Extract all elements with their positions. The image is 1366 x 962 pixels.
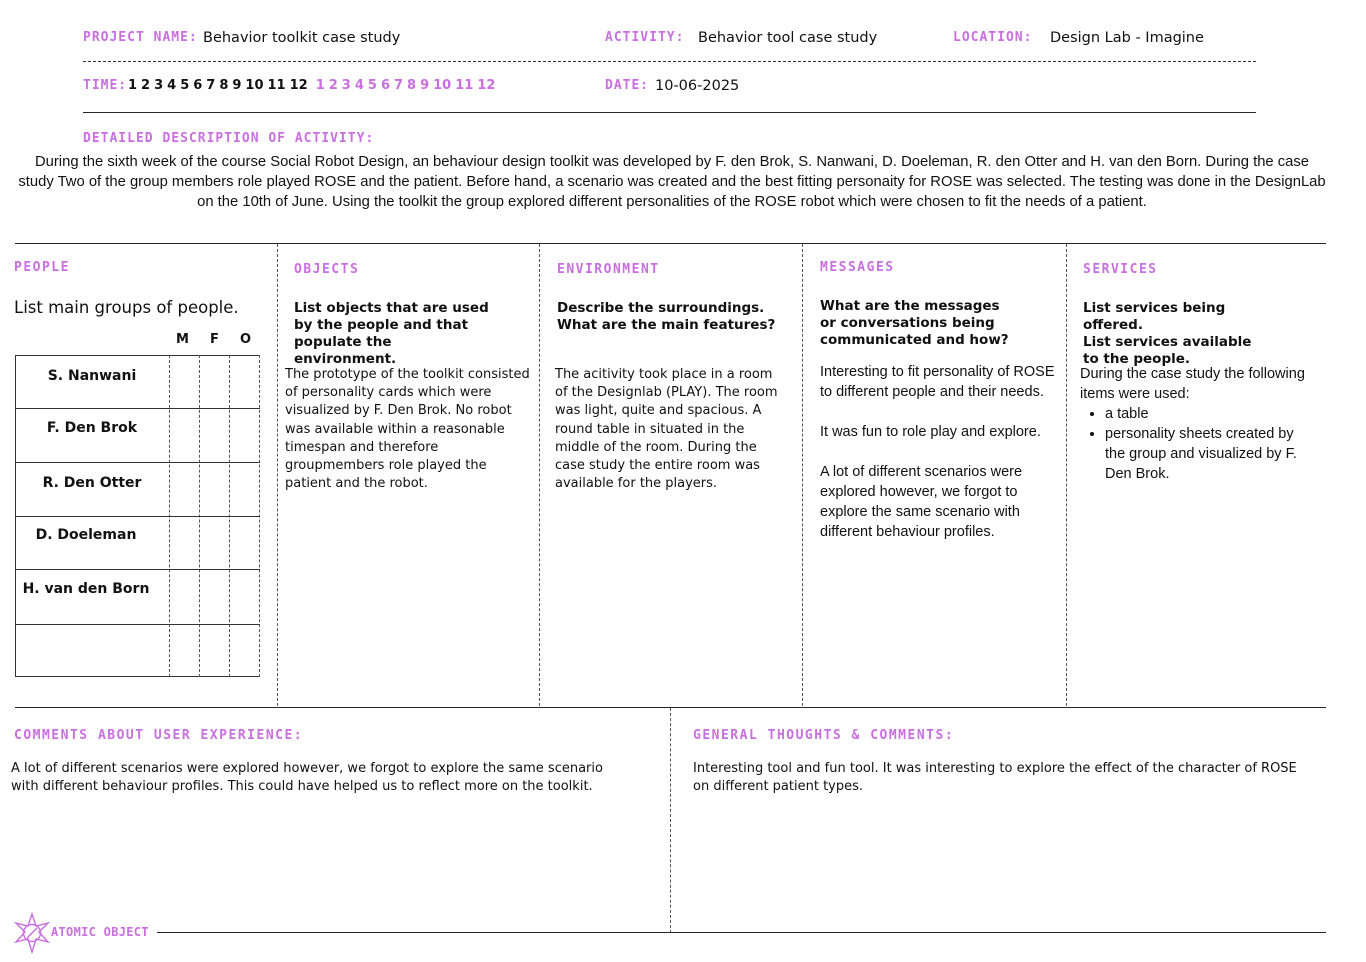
project-name-value: Behavior toolkit case study [203, 30, 401, 46]
time-number: 6 [380, 78, 390, 93]
activity-label: ACTIVITY: [605, 30, 685, 45]
list-item: • personality sheets created by the group and visualized by F. Den Brok. [1105, 424, 1305, 484]
objects-title: OBJECTS [294, 262, 360, 277]
environment-prompt: Describe the surroundings. What are the main features? [557, 300, 776, 333]
person-name: H. van den Born [22, 581, 150, 597]
list-item: • a table [1105, 404, 1305, 424]
table-row [15, 409, 260, 463]
people-title: PEOPLE [14, 260, 70, 275]
messages-title: MESSAGES [820, 260, 895, 275]
people-col-o: O [240, 332, 252, 347]
table-row [15, 355, 260, 409]
time-number: 4 [354, 78, 364, 93]
messages-paragraph: Interesting to fit personality of ROSE to different people and their needs. [820, 364, 1055, 400]
messages-prompt: What are the messages or conversations being communicated and how? [820, 298, 1009, 348]
grid-top-rule [15, 243, 1326, 244]
person-name: D. Doeleman [35, 527, 137, 543]
description-label: DETAILED DESCRIPTION OF ACTIVITY: [83, 131, 375, 146]
general-comments-title: GENERAL THOUGHTS & COMMENTS: [693, 728, 955, 743]
date-label: DATE: [605, 78, 650, 93]
ux-comments-body: A lot of different scenarios were explored however, we forgot to explore the same scenario with different behaviour profiles. This could have helped us to reflect more on the toolkit. [11, 761, 603, 795]
time-number: 8 [219, 78, 229, 93]
time-number: 10 [245, 78, 264, 93]
people-prompt: List main groups of people. [14, 298, 239, 317]
services-prompt-line: List services being offered. [1083, 300, 1226, 333]
time-number: 1 [128, 78, 138, 93]
table-row [15, 517, 260, 570]
table-row [15, 625, 260, 677]
time-number: 9 [232, 78, 242, 93]
ux-comments-title: COMMENTS ABOUT USER EXPERIENCE: [14, 728, 304, 743]
table-row [15, 570, 260, 625]
table-row [15, 463, 260, 517]
atomic-object-logo-icon [13, 912, 51, 954]
messages-paragraph: It was fun to role play and explore. [820, 424, 1041, 440]
services-prompt [1083, 300, 1283, 368]
location-value: Design Lab - Imagine [1050, 30, 1204, 46]
time-number: 8 [407, 78, 417, 93]
time-number: 7 [206, 78, 216, 93]
time-number: 3 [154, 78, 164, 93]
time-number: 5 [367, 78, 377, 93]
time-number: 10 [433, 78, 452, 93]
comments-divider [670, 708, 671, 933]
person-name: F. Den Brok [46, 420, 138, 436]
time-number: 7 [393, 78, 404, 93]
description-text: During the sixth week of the course Social Robot Design, an behaviour design toolkit was developed by F. den Brok, S. Nanwani, D. Doeleman, R. den Otter and H. van den Born. During the case study Two of the group members role played ROSE and the patient. Before hand, a scenario was created and the best fitting personaity for ROSE was selected. The testing was done in the DesignLab on the 10th of June. Using the toolkit the group explored different personalities of the ROSE robot which were chosen to fit the needs of a patient. [18, 154, 1326, 210]
objects-prompt: List objects that are used by the people and that populate the environment. [294, 300, 489, 367]
project-name-label: PROJECT NAME: [83, 30, 198, 45]
activity-value: Behavior tool case study [698, 30, 878, 46]
column-divider [1066, 244, 1067, 706]
column-divider [539, 244, 540, 706]
brand-name: ATOMIC OBJECT [51, 925, 149, 939]
column-divider [277, 244, 278, 706]
person-name: S. Nanwani [47, 368, 137, 384]
location-label: LOCATION: [953, 30, 1033, 45]
header-divider [83, 112, 1256, 113]
general-comments-body: Interesting tool and fun tool. It was interesting to explore the effect of the character of ROSE on different patient types. [693, 761, 1297, 795]
time-number: 2 [328, 78, 338, 93]
date-value: 10-06-2025 [655, 78, 740, 94]
services-prompt-line: List services available to the people. [1083, 334, 1252, 367]
services-title: SERVICES [1083, 262, 1158, 277]
messages-paragraph: A lot of different scenarios were explored however, we forgot to explore the same scenario with different behaviour profiles. [820, 464, 1023, 540]
time-scale [128, 78, 503, 93]
time-number: 11 [267, 78, 286, 93]
time-number: 1 [315, 78, 325, 93]
time-number: 4 [167, 78, 177, 93]
time-number: 11 [455, 78, 474, 93]
time-label: TIME: [83, 78, 128, 93]
column-divider [802, 244, 803, 706]
time-number: 12 [477, 78, 496, 93]
services-list [1080, 404, 1305, 484]
time-number: 2 [141, 78, 151, 93]
header-dashed-divider [83, 61, 1256, 62]
time-number: 3 [341, 78, 351, 93]
footer-rule [157, 932, 1326, 933]
time-number: 12 [289, 78, 308, 93]
time-number: 5 [180, 78, 190, 93]
messages-body [820, 362, 1055, 542]
environment-body: The acitivity took place in a room of the Designlab (PLAY). The room was light, quite and spacious. A round table in situated in the middle of the room. During the case study the entire room was available for the players. [555, 367, 778, 492]
time-number: 6 [193, 78, 203, 93]
people-col-f: F [210, 332, 219, 347]
time-number: 9 [420, 78, 430, 93]
people-col-m: M [176, 332, 189, 347]
services-intro: During the case study the following items were used: [1080, 366, 1305, 402]
environment-title: ENVIRONMENT [557, 262, 660, 277]
person-name: R. Den Otter [42, 475, 142, 491]
services-body [1080, 364, 1320, 484]
objects-body: The prototype of the toolkit consisted of personality cards which were visualized by F. Den Brok. No robot was available within a reasonable timespan and therefore groupmembers role played the patient and the robot. [285, 367, 530, 492]
